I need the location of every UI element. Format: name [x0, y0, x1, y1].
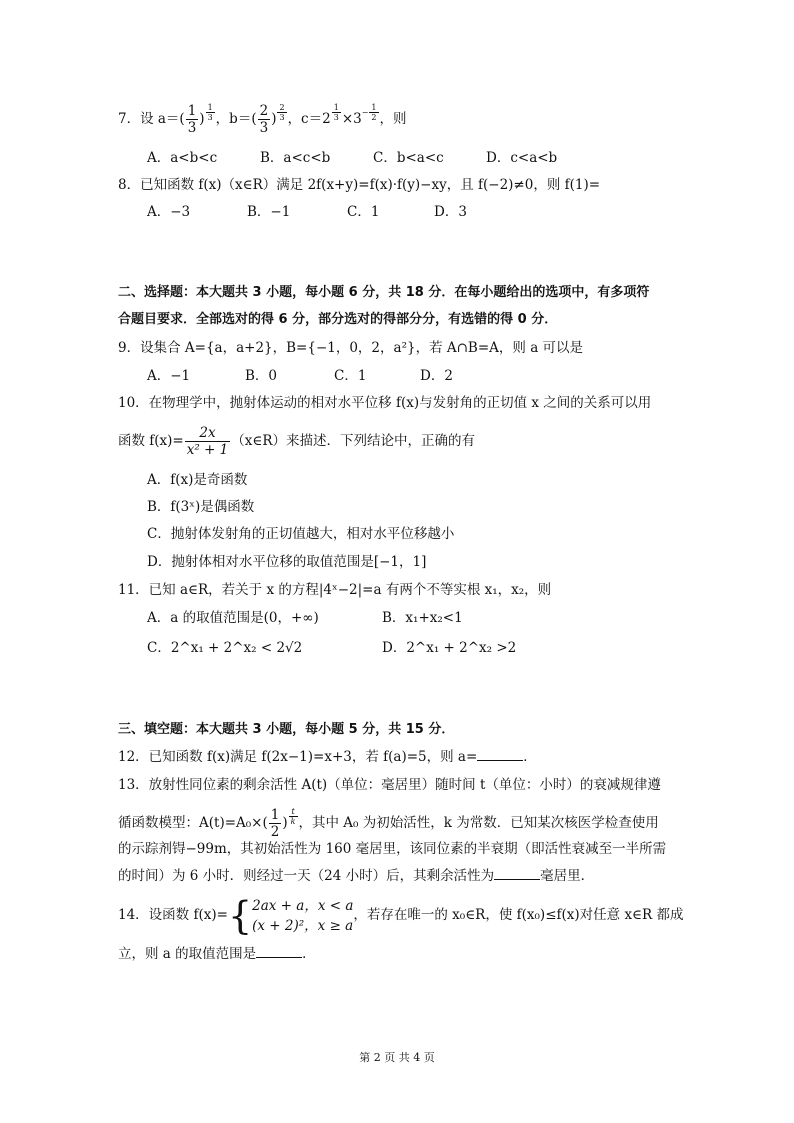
q7-c-exp2-sign: −: [361, 108, 369, 117]
q7-c-mid: ×3: [341, 111, 362, 127]
q9-option-a[interactable]: A．−1: [147, 368, 191, 384]
section-2-heading-line1: 二、选择题：本大题共 3 小题，每小题 6 分，共 18 分．在每小题给出的选项中，有多项符: [118, 285, 650, 300]
q10-option-c[interactable]: C．抛射体发射角的正切值越大，相对水平位移越小: [147, 526, 455, 542]
q13-half-frac: $\frac{1}{2}$: [270, 807, 280, 840]
q9-option-b[interactable]: B．0: [245, 368, 278, 384]
question-12: [118, 747, 537, 767]
question-11: 11．已知 a∈R，若关于 x 的方程|4ˣ−2|=a 有两个不等实根 x₁，x₂，则: [118, 582, 552, 598]
q14-answer-blank[interactable]: [256, 945, 302, 958]
q7-option-d[interactable]: D．c<a<b: [486, 150, 558, 166]
q8-option-c[interactable]: C．1: [347, 204, 380, 220]
q14-post: ，若存在唯一的 x₀∈R，使 f(x₀)≤f(x)对任意 x∈R 都成: [353, 907, 684, 923]
q10-option-b[interactable]: B．f(3ˣ)是偶函数: [147, 499, 255, 515]
q7-c-exp2: $\frac{1}{2}$: [371, 103, 377, 122]
q8-option-d[interactable]: D．3: [434, 204, 467, 220]
question-9: 9．设集合 A={a，a+2}，B={−1，0，2，a²}，若 A∩B=A，则 a 可以是: [118, 340, 584, 356]
q10-option-a[interactable]: A．f(x)是奇函数: [147, 472, 248, 488]
q13-answer-blank[interactable]: [494, 867, 540, 880]
q14-line2-pre: 立，则 a 的取值范围是: [118, 946, 257, 962]
question-14-line2: [118, 944, 316, 964]
q10-option-d[interactable]: D．抛射体相对水平位移的取值范围是[−1，1]: [147, 554, 427, 570]
section-3-heading: 三、填空题：本大题共 3 小题，每小题 5 分，共 15 分．: [118, 722, 455, 737]
page-footer: 第 2 页 共 4 页: [359, 1051, 435, 1064]
q13-exp-frac: $\frac{t}{k}$: [290, 807, 296, 826]
q12-answer-blank[interactable]: [477, 748, 523, 761]
q12-text: 12．已知函数 f(x)满足 f(2x−1)=x+3，若 f(a)=5，则 a=: [118, 749, 478, 765]
question-8: 8．已知函数 f(x)（x∈R）满足 2f(x+y)=f(x)·f(y)−xy，且 f(−2)≠0，则 f(1)=: [118, 177, 601, 193]
question-13-line4: [118, 866, 594, 886]
q10-function-frac: $\frac{2x}{\text{x² + 1}}$: [186, 425, 229, 458]
section-2-heading-line2: 合题目要求．全部选对的得 6 分，部分选对的得部分分，有选错的得 0 分．: [118, 312, 558, 327]
q13-line4-pre: 的时间）为 6 小时．则经过一天（24 小时）后，其剩余活性为: [118, 868, 495, 884]
q7-c-intro: ，c＝2: [287, 111, 331, 127]
q7-a-exp: $\frac{1}{3}$: [207, 103, 213, 122]
q7-c-exp1: $\frac{1}{3}$: [333, 103, 339, 122]
q11-options-row1: [147, 608, 463, 628]
question-7: 7．设 a＝( $\frac{1}{3}$ ) $\frac{1}{3}$ ，b＝( $\frac{2}{3}$ ) $\frac{2}{3}$ ，c＝2 $\frac{1}{3}$ ×3− $\frac{1}{2}$ ，则: [118, 103, 407, 136]
q10-line2-post: （x∈R）来描述．下列结论中，正确的有: [231, 433, 476, 449]
q8-option-b[interactable]: B．−1: [247, 204, 291, 220]
q7-b-exp: $\frac{2}{3}$: [279, 103, 285, 122]
q13-line2-post: ，其中 A₀ 为初始活性，k 为常数．已知某次核医学检查使用: [298, 815, 659, 831]
question-14-line1: [118, 893, 684, 937]
q7-option-c[interactable]: C．b<a<c: [373, 150, 444, 166]
q8-options: [147, 202, 467, 222]
q14-case1: 2ax + a，x < a: [252, 897, 354, 914]
q11-option-c[interactable]: C．2^x₁ + 2^x₂ < 2√2: [147, 640, 303, 656]
q11-option-a[interactable]: A．a 的取值范围是(0，+∞): [147, 610, 319, 626]
q9-option-c[interactable]: C．1: [334, 368, 367, 384]
q14-pre: 14．设函数 f(x)=: [118, 907, 228, 923]
question-13-line1: 13．放射性同位素的剩余活性 A(t)（单位：毫居里）随时间 t（单位：小时）的衰减规律遵: [118, 777, 661, 793]
question-10-line1: 10．在物理学中，抛射体运动的相对水平位移 f(x)与发射角的正切值 x 之间的关系可以用: [118, 395, 652, 411]
q7-option-a[interactable]: A．a<b<c: [147, 150, 218, 166]
q7-b-intro: ，b＝(: [215, 111, 257, 127]
question-13-line2: 循函数模型：A(t)=A₀×( $\frac{1}{2}$ ) $\frac{t}{k}$ ，其中 A₀ 为初始活性，k 为常数．已知某次核医学检查使用: [118, 807, 659, 840]
piecewise-brace: {: [227, 893, 253, 938]
q7-tail: ，则: [379, 111, 407, 127]
q14-case2: (x + 2)²，x ≥ a: [252, 917, 354, 934]
q7-option-b[interactable]: B．a<c<b: [260, 150, 331, 166]
q11-option-d[interactable]: D．2^x₁ + 2^x₂ >2: [382, 640, 517, 656]
q13-line2-pre: 循函数模型：A(t)=A₀×(: [118, 815, 268, 831]
q10-line2-pre: 函数 f(x)=: [118, 433, 184, 449]
q7-b-frac: $\frac{2}{3}$: [259, 103, 269, 136]
q7-a-frac: $\frac{1}{3}$: [187, 103, 197, 136]
q7-a-intro: 7．设 a＝(: [118, 111, 185, 127]
q9-option-d[interactable]: D．2: [420, 368, 453, 384]
q9-options: [147, 366, 453, 386]
q7-options: [147, 148, 557, 168]
q12-post: ．: [523, 749, 537, 765]
question-13-line3: 的示踪剂锝−99m，其初始活性为 160 毫居里，该同位素的半衰期（即活性衰减至一半所需: [118, 841, 667, 857]
question-10-line2: [118, 425, 475, 458]
q14-line2-post: ．: [302, 946, 316, 962]
q13-line4-post: 毫居里．: [540, 868, 595, 884]
q11-options-row2: [147, 638, 516, 658]
q11-option-b[interactable]: B．x₁+x₂<1: [382, 610, 463, 626]
q14-piecewise-cases: [252, 896, 353, 936]
q8-option-a[interactable]: A．−3: [147, 204, 191, 220]
